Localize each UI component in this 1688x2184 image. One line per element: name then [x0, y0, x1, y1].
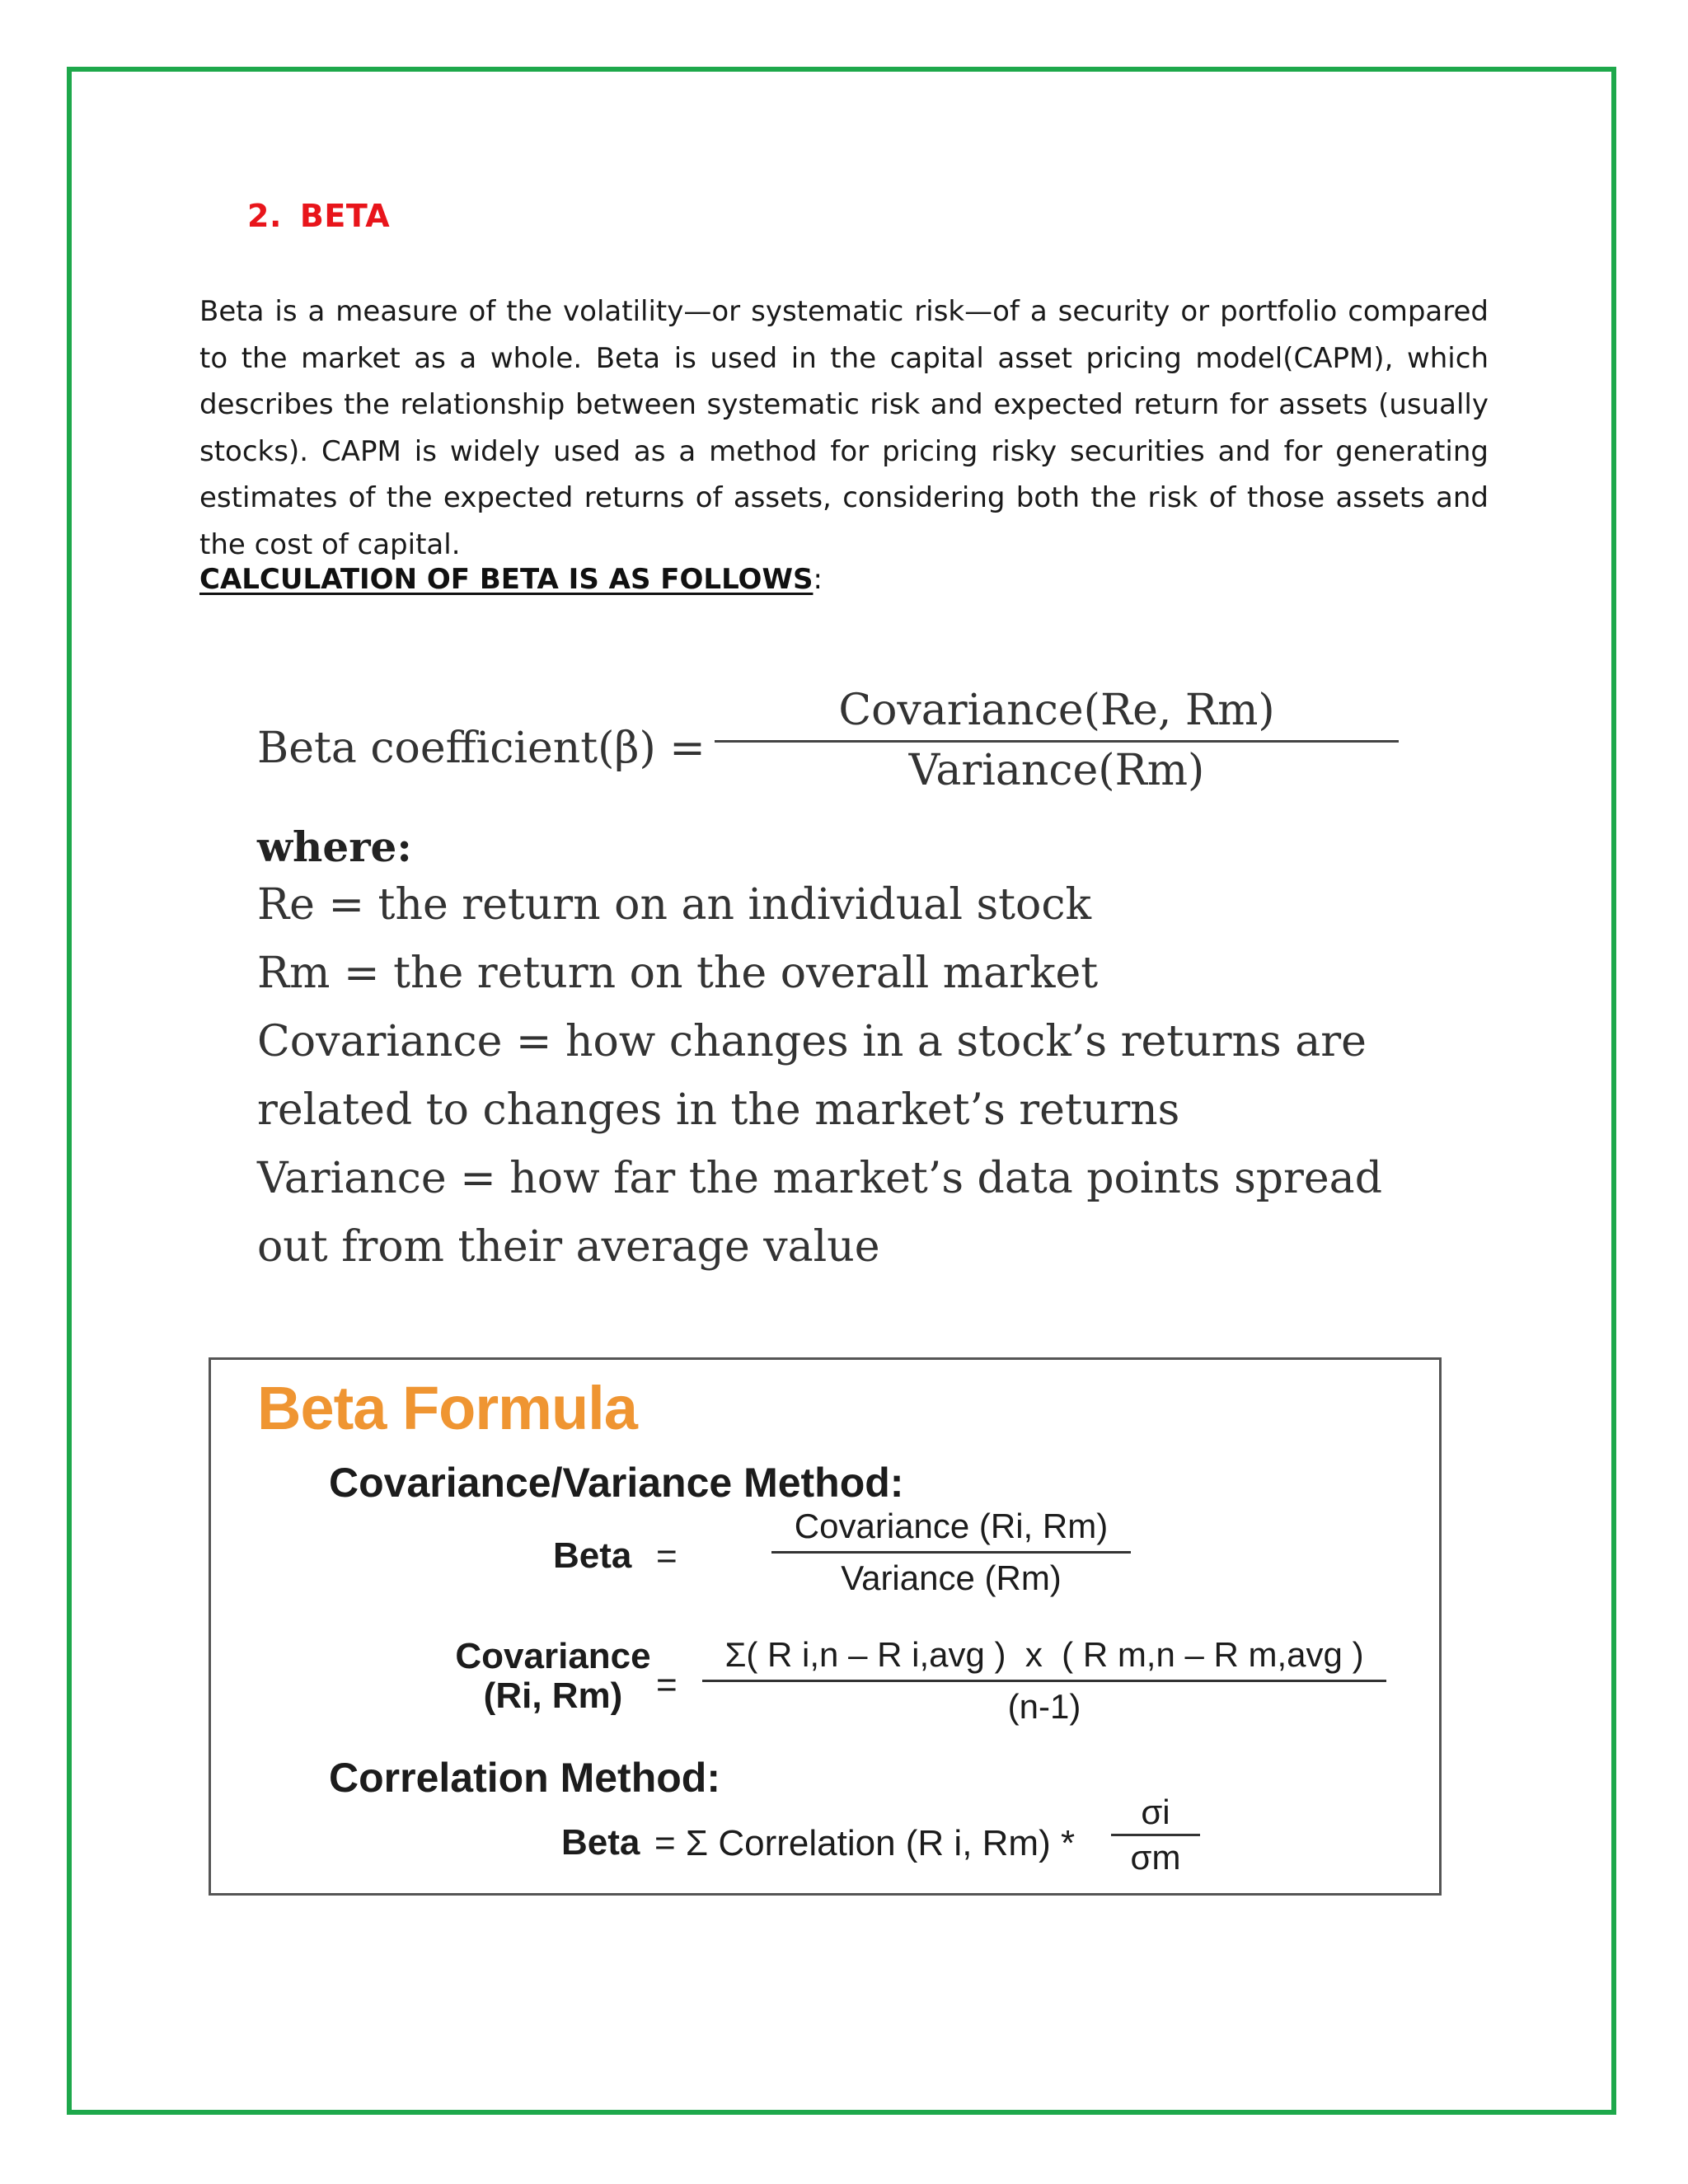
calculation-heading	[199, 563, 823, 596]
section-title: BETA	[299, 198, 391, 234]
beta-formula-box	[209, 1357, 1442, 1896]
method1-heading: Covariance/Variance Method:	[329, 1460, 904, 1506]
covariance-equals: =	[656, 1665, 678, 1705]
definition-covariance: Covariance = how changes in a stock’s returns are	[257, 1017, 1367, 1066]
calculation-heading-text: CALCULATION OF BETA IS AS FOLLOWS	[199, 563, 814, 596]
correlation-beta-label: Beta	[561, 1822, 640, 1863]
covariance-denominator: (n-1)	[1007, 1687, 1081, 1726]
section-number: 2.	[247, 198, 282, 234]
section-heading	[247, 198, 390, 234]
sigma-fraction-bar	[1111, 1834, 1200, 1836]
equation-row	[257, 686, 1378, 826]
covariance-label	[442, 1637, 664, 1716]
where-label: where:	[257, 823, 412, 871]
beta-description-paragraph: Beta is a measure of the volatility—or systematic risk—of a security or portfolio compared to the market as a whole. Beta is used in the capital asset pricing model(CAPM), which describes the relationship between systematic risk and expected return for assets (usually stocks). CAPM is widely used as a method for pricing risky securities and for generating estimates of the expected returns of assets, considering both the risk of those assets and the cost of capital.	[199, 295, 1489, 561]
method2-heading: Correlation Method:	[329, 1755, 720, 1801]
beta-label: Beta	[553, 1535, 632, 1576]
correlation-expression: = Σ Correlation (R i, Rm) *	[654, 1823, 1076, 1863]
sigma-numerator: σi	[1141, 1793, 1170, 1831]
sigma-denominator: σm	[1130, 1838, 1181, 1877]
definition-variance: Variance = how far the market’s data points spread	[257, 1154, 1382, 1203]
beta-coefficient-equation	[257, 686, 1382, 1282]
equation-numerator: Covariance(Re, Rm)	[838, 686, 1275, 735]
equation-fraction	[715, 686, 1399, 795]
equation-denominator: Variance(Rm)	[908, 746, 1205, 795]
covariance-numerator: Σ( R i,n – R i,avg ) x ( R m,n – R m,avg )	[724, 1635, 1364, 1674]
covariance-fraction	[702, 1635, 1386, 1727]
equation-lhs: Beta coefficient(β) =	[257, 724, 706, 773]
formula-box-title: Beta Formula	[257, 1374, 637, 1442]
definition-re: Re = the return on an individual stock	[257, 880, 1091, 930]
beta-equals: =	[656, 1536, 678, 1577]
calculation-heading-colon: :	[813, 563, 823, 596]
definition-rm: Rm = the return on the overall market	[257, 949, 1099, 998]
definition-variance-cont: out from their average value	[257, 1222, 880, 1272]
beta-fraction	[771, 1507, 1131, 1598]
beta-denominator: Variance (Rm)	[841, 1558, 1062, 1597]
covariance-label-line2: (Ri, Rm)	[483, 1675, 623, 1716]
beta-numerator: Covariance (Ri, Rm)	[794, 1507, 1109, 1545]
definition-covariance-cont: related to changes in the market’s returns	[257, 1085, 1180, 1135]
sigma-fraction	[1111, 1793, 1200, 1877]
beta-fraction-bar	[771, 1551, 1131, 1554]
covariance-label-line1: Covariance	[455, 1636, 651, 1676]
covariance-fraction-bar	[702, 1680, 1386, 1682]
